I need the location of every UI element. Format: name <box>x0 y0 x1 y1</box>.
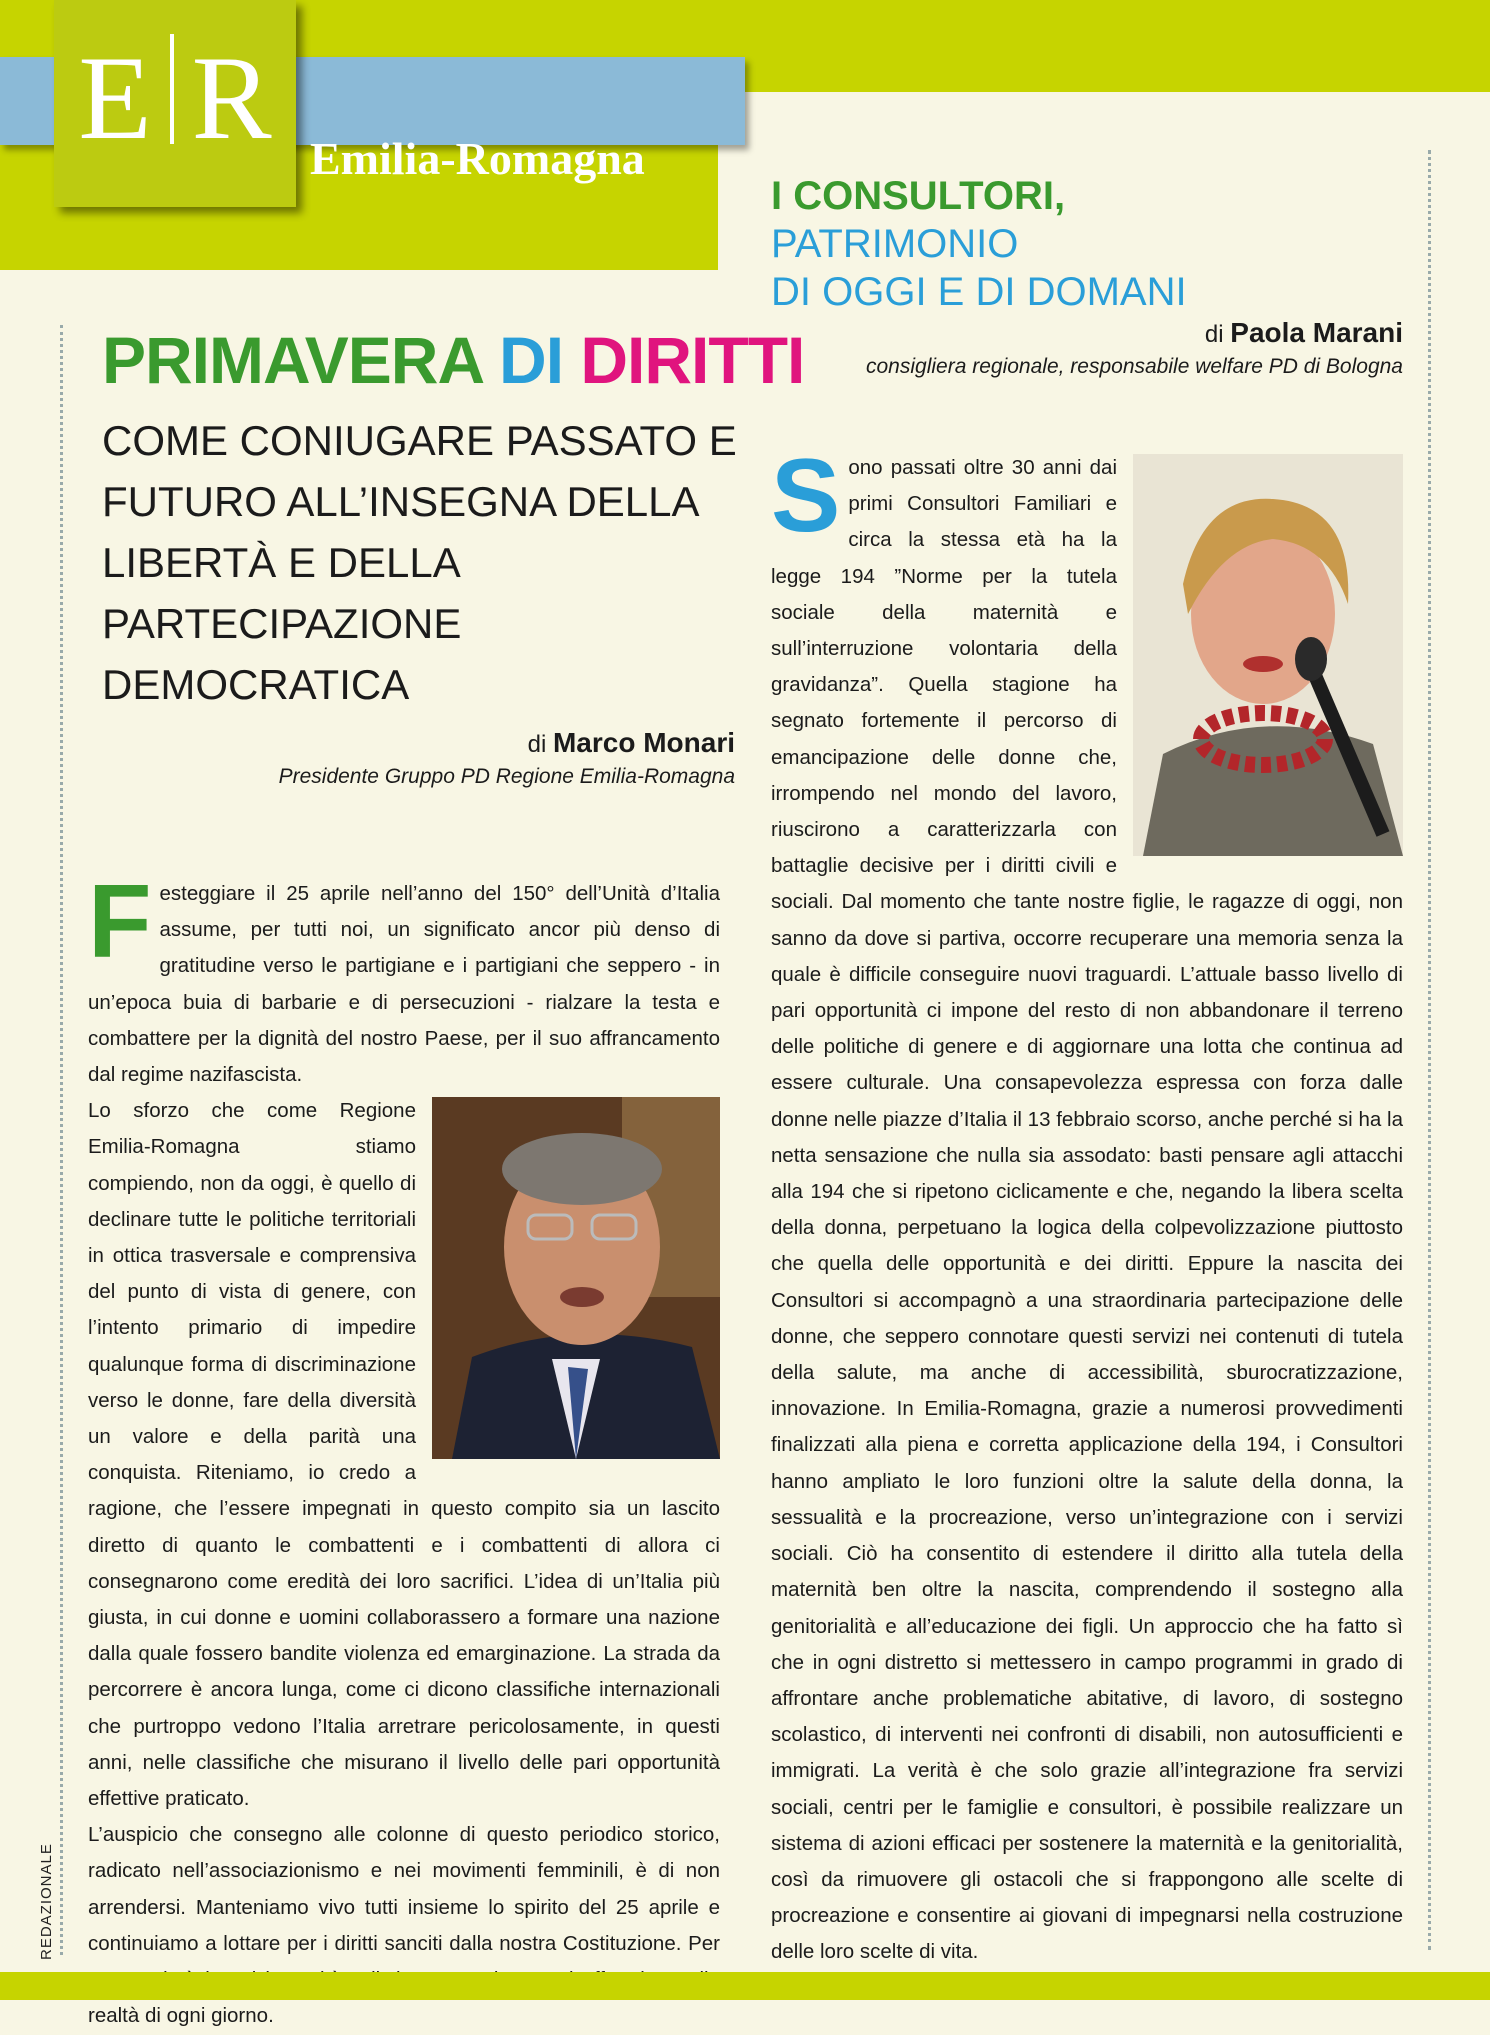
title-word-di: DI <box>499 323 564 397</box>
logo-letter-r: R <box>191 31 272 164</box>
region-logo <box>54 0 296 207</box>
right-article-title-line3: DI OGGI E DI DOMANI <box>771 270 1187 314</box>
drop-cap-f: F <box>88 864 152 980</box>
right-article-title-line1: I CONSULTORI, <box>771 174 1066 218</box>
left-dotted-rule <box>60 325 63 1955</box>
drop-cap-s: S <box>771 438 841 554</box>
author-name: Paola Marani <box>1230 317 1403 348</box>
right-dotted-rule <box>1428 150 1431 1950</box>
right-paragraph-1-text: ono passati oltre 30 anni dai primi Consultori Familiari e circa la stessa età ha la legge 194 ”Norme per la tutela sociale della maternità e sull’interruzione volontaria della gravidanza”. Quella stagione ha segnato fortemente il percorso di emancipazione delle donne che, irrompendo nel mondo del lavoro, riuscirono a caratterizzarla con battaglie decisive per i diritti civili e sociali. Dal momento che tante nostre figlie, le ragazze di oggi, non sanno da dove si partiva, occorre recuperare una memoria senza la quale è difficile conseguire nuovi traguardi. L’attuale basso livello di pari opportunità ci impone del resto di non abbandonare il terreno delle politiche di genere e di aggiornare una lotta che continua ad essere culturale. Una consapevolezza espressa con forza dalle donne nelle piazze d’Italia il 13 febbraio scorso, anche perché si ha la netta sensazione che nulla sia assodato: basti pensare agli attacchi alla 194 che si ripetono ciclicamente e che, negando la libera scelta della donna, perpetuano la logica della colpevolizzazione piuttosto che quella delle opportunità e dei diritti. Eppure la nascita dei Consultori si accompagnò a una straordinaria partecipazione delle donne, che seppero connotare questi servizi nei contenuti di tutela della salute, ma anche di accessibilità, sburocratizzazione, innovazione. In Emilia-Romagna, grazie a numerosi provvedimenti finalizzati alla piena e corretta applicazione della 194, i Consultori hanno ampliato le loro funzioni oltre la salute della donna, la sessualità e la procreazione, verso un’integrazione con i servizi sociali. Ciò ha consentito di estendere il diritto alla tutela della maternità ben oltre la nascita, comprendendo il sostegno alla genitorialità e all’educazione dei figli. Un approccio che ha fatto sì che in ogni distretto si mettessero in campo programmi in grado di affrontare anche problematiche abitative, di lavoro, di sostegno scolastico, di interventi nei confronti di disabili, non autosufficienti e immigrati. La verità è che solo grazie all’integrazione fra servizi sociali, centri per le famiglie e consultori, è possibile realizzare un sistema di azioni efficaci per sostenere la maternità e la genitorialità, così da rimuovere gli ostacoli che si frappongono alle scelte di procreazione e consentire ai giovani di impegnarsi nella costruzione delle loro scelte di vita. <box>771 456 1403 1964</box>
left-article-title <box>102 320 804 400</box>
author-name: Marco Monari <box>552 727 735 758</box>
region-logo-text <box>54 28 296 168</box>
byline-prefix: di <box>527 731 547 758</box>
left-article-byline <box>430 727 735 761</box>
author-photo-marco-monari <box>432 1097 720 1459</box>
left-paragraph-1-text: esteggiare il 25 aprile nell’anno del 150° dell’Unità d’Italia assume, per tutti noi, un significato ancor più denso di gratitudine verso le partigiane e i partigiani che seppero - in un’epoca buia di barbarie e di persecuzioni - rialzare la testa e combattere per la dignità del nostro Paese, per il suo affrancamento dal regime nazifascista. <box>88 882 720 1087</box>
author-photo-paola-marani <box>1133 454 1403 856</box>
left-paragraph-3: L’auspicio che consegno alle colonne di questo periodico storico, radicato nell’associazionismo e nei movimenti femminili, è di non arrendersi. Manteniamo vivo tutti insieme lo spirito del 25 aprile e continuiamo a lottare per i diritti sanciti dalla nostra Costituzione. Per realtà di ogni giorno. <box>88 1823 720 2028</box>
right-article-byline <box>1100 317 1403 351</box>
title-word-diritti: DIRITTI <box>580 323 805 397</box>
right-article-body <box>771 438 1403 2007</box>
right-article-title-line2: PATRIMONIO <box>771 222 1019 266</box>
footer-band <box>0 1972 1490 2000</box>
right-paragraph-1 <box>771 438 1403 1971</box>
logo-separator <box>170 34 174 144</box>
woman-portrait-illustration <box>1133 454 1403 856</box>
left-paragraph-2 <box>88 1093 720 1817</box>
left-article-subtitle: COME CONIUGARE PASSATO E FUTURO ALL’INSEGNA DELLA LIBERTÀ E DELLA PARTECIPAZIONE DEMOCRATICA <box>102 417 737 708</box>
byline-prefix: di <box>1204 321 1224 348</box>
left-article-body <box>88 864 720 2035</box>
left-paragraph-1 <box>88 864 720 1093</box>
man-portrait-illustration <box>432 1097 720 1459</box>
left-paragraph-2-text: Lo sforzo che come Regione Emilia-Romagna stiamo compiendo, non da oggi, è quello di declinare tutte le politiche territoriali in ottica trasversale e comprensiva del punto di vista di genere, con l’intento primario di impedire qualunque forma di discriminazione verso le donne, fare della diversità un valore e della parità una conquista. Riteniamo, io credo a ragione, che l’essere impegnati in questo compito sia un lascito diretto di quanto le combattenti e i combattenti di allora ci consegnarono come eredità dei loro sacrifici. L’idea di un’Italia più giusta, in cui donne e uomini collaborassero a formare una nazione dalla quale fossero bandite violenza ed emarginazione. La strada da percorrere è ancora lunga, come ci dicono classifiche internazionali che purtroppo vedono l’Italia arretrare pericolosamente, in questi anni, nelle classifiche che misurano il livello delle pari opportunità effettive praticato. <box>88 1099 720 1811</box>
left-author-role: Presidente Gruppo PD Regione Emilia-Romagna <box>278 765 735 788</box>
logo-letter-e: E <box>78 31 152 164</box>
title-word-primavera: PRIMAVERA <box>102 323 482 397</box>
side-section-label: REDAZIONALE <box>38 1843 55 1960</box>
right-author-role: consigliera regionale, responsabile welfare PD di Bologna <box>866 355 1403 378</box>
region-name: Emilia-Romagna <box>310 133 645 184</box>
